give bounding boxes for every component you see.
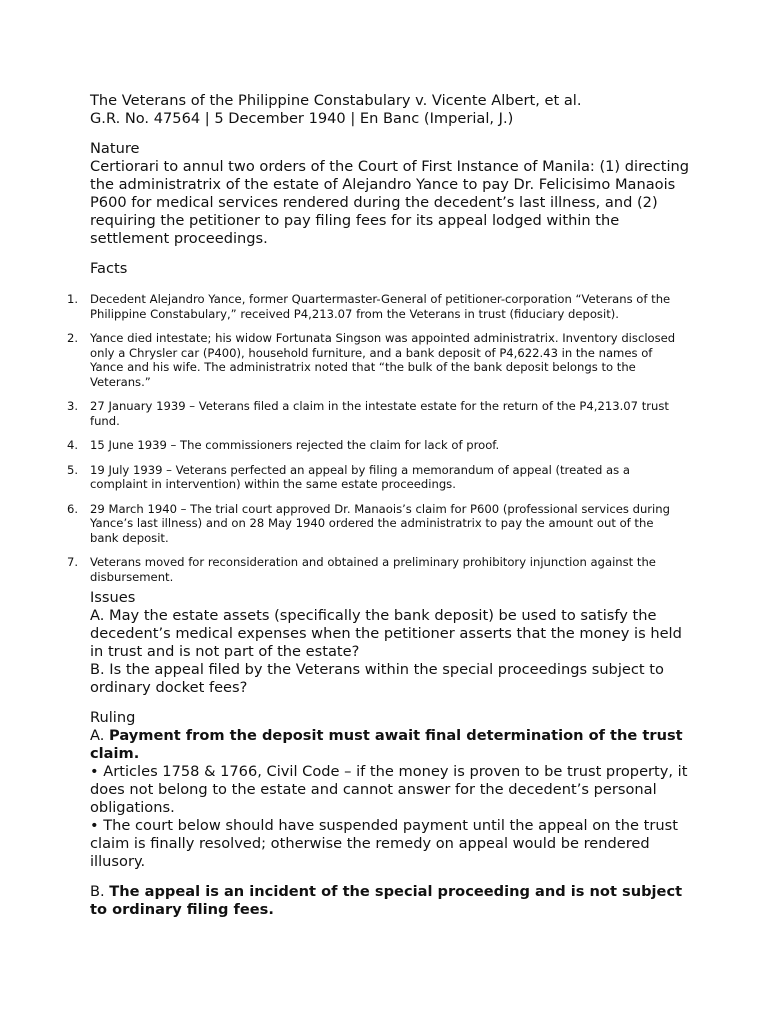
list-item-text: 29 March 1940 – The trial court approved Dr. Manaois’s claim for P600 (professional services during Yance’s last illness) and on 28 May 1940 ordered the administratrix to pay the amount out of the bank deposit.	[90, 501, 670, 545]
list-number: 6.	[67, 501, 79, 516]
ruling-a-bullet-1: • Articles 1758 & 1766, Civil Code – if the money is proven to be trust property, it does not belong to the estate and cannot answer for the decedent’s personal obligations.	[90, 763, 688, 816]
list-item	[67, 555, 690, 584]
list-item-text: Veterans moved for reconsideration and obtained a preliminary prohibitory injunction against the disbursement.	[90, 555, 656, 584]
nature-heading: Nature	[90, 140, 140, 157]
ruling-a-bullet-2: • The court below should have suspended payment until the appeal on the trust claim is finally resolved; otherwise the remedy on appeal would be rendered illusory.	[90, 817, 678, 870]
list-item-text: 19 July 1939 – Veterans perfected an appeal by filing a memorandum of appeal (treated as a complaint in intervention) within the same estate proceedings.	[90, 462, 630, 491]
list-number: 4.	[67, 438, 79, 452]
ruling-a-holding: Payment from the deposit must await final determination of the trust claim.	[90, 727, 683, 762]
list-item	[67, 331, 690, 389]
list-item-text: 27 January 1939 – Veterans filed a claim in the intestate estate for the return of the P4,213.07 trust fund.	[90, 399, 669, 428]
list-item	[67, 292, 690, 321]
list-item	[67, 399, 690, 428]
ruling-b-prefix: B.	[90, 883, 110, 900]
ruling-a	[90, 727, 690, 763]
list-item-text: Yance died intestate; his widow Fortunata Singson was appointed administratrix. Inventory disclosed only a Chrysler car (P400), household furniture, and a bank deposit of P4,622.43 in the names of Yance and his wife. The administratrix noted that “the bulk of the bank deposit belongs to the Veterans.”	[90, 331, 676, 389]
facts-heading: Facts	[90, 260, 128, 277]
issue-a: A. May the estate assets (specifically the bank deposit) be used to satisfy the decedent’s medical expenses when the petitioner asserts that the money is held in trust and is not part of the estate?	[90, 607, 682, 660]
case-title: The Veterans of the Philippine Constabulary v. Vicente Albert, et al.	[90, 92, 582, 109]
ruling-a-prefix: A.	[90, 727, 110, 744]
ruling-heading: Ruling	[90, 709, 136, 726]
list-item	[67, 501, 690, 546]
list-number: 5.	[67, 462, 79, 477]
list-number: 2.	[67, 331, 79, 345]
list-item-text: 15 June 1939 – The commissioners rejected the claim for lack of proof.	[90, 438, 500, 452]
facts-list	[67, 292, 690, 584]
list-item-text: Decedent Alejandro Yance, former Quartermaster-General of petitioner-corporation “Veterans of the Philippine Constabulary,” received P4,213.07 from the Veterans in trust (fiduciary deposit).	[90, 292, 671, 321]
list-item	[67, 438, 690, 453]
case-citation: G.R. No. 47564 | 5 December 1940 | En Banc (Imperial, J.)	[90, 110, 514, 127]
issues-heading: Issues	[90, 589, 136, 606]
ruling-b-holding: The appeal is an incident of the special proceeding and is not subject to ordinary filing fees.	[90, 883, 683, 918]
nature-text: Certiorari to annul two orders of the Court of First Instance of Manila: (1) directing the administratrix of the estate of Alejandro Yance to pay Dr. Felicisimo Manaois P600 for medical services rendered during the decedent’s last illness, and (2) requiring the petitioner to pay filing fees for its appeal lodged within the settlement proceedings.	[90, 158, 690, 247]
document-page	[67, 92, 690, 919]
ruling-b	[90, 883, 690, 919]
list-number: 3.	[67, 399, 79, 413]
list-number: 1.	[67, 292, 79, 306]
issue-b: B. Is the appeal filed by the Veterans within the special proceedings subject to ordinary docket fees?	[90, 661, 664, 696]
list-number: 7.	[67, 555, 79, 569]
list-item	[67, 462, 690, 492]
